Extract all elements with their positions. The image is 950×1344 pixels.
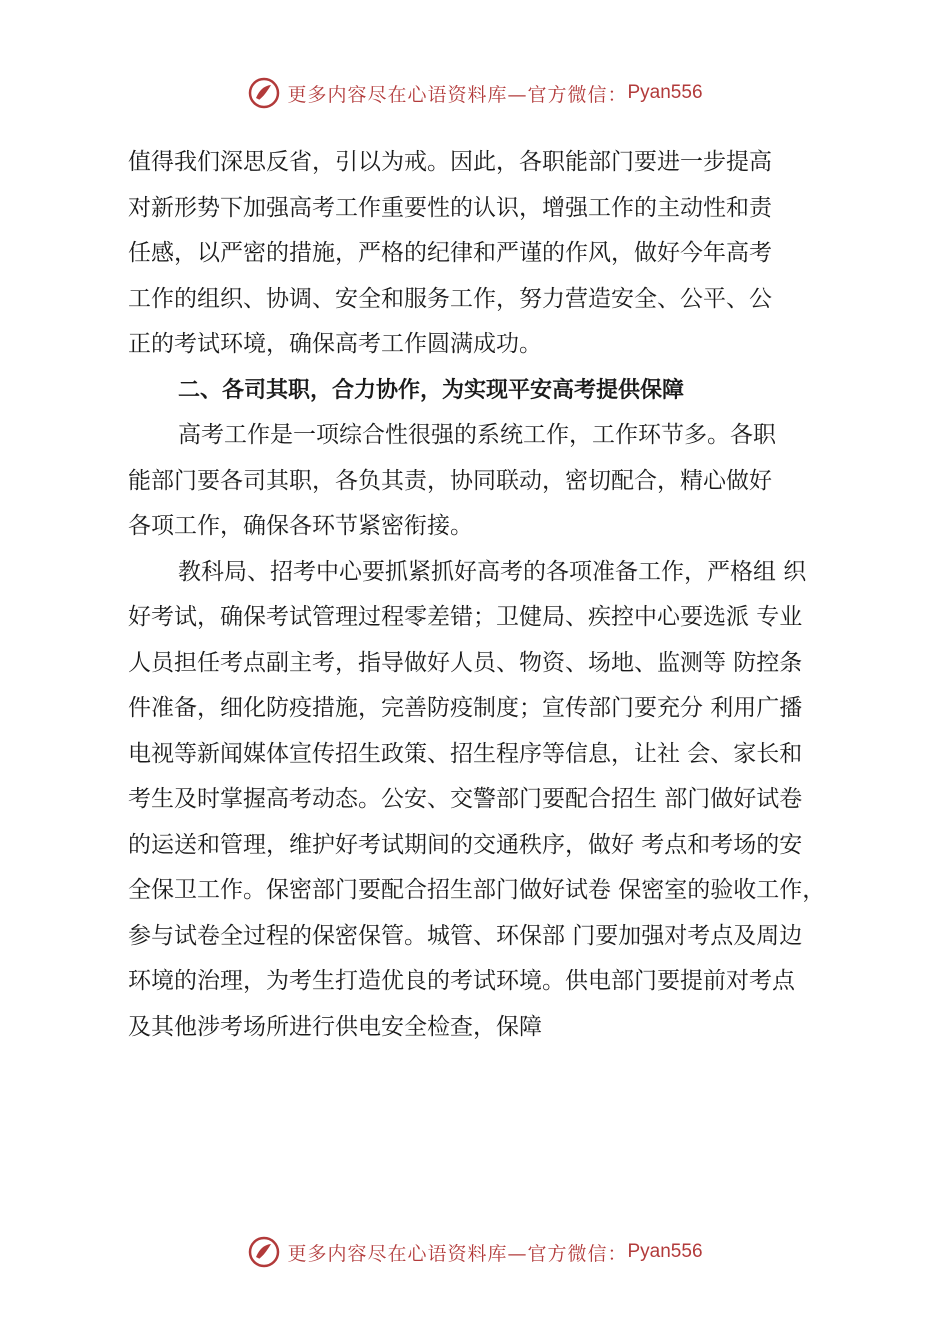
- paragraph-line: 考生及时掌握高考动态。公安、交警部门要配合招生 部门做好试卷: [128, 786, 803, 812]
- paragraph-line: 全保卫工作。保密部门要配合招生部门做好试卷 保密室的验收工作，: [128, 877, 826, 903]
- logo-icon: [247, 1235, 281, 1269]
- paragraph-line: 环境的治理，为考生打造优良的考试环境。供电部门要提前对考点: [128, 968, 795, 994]
- paragraph-line: 任感，以严密的措施，严格的纪律和严谨的作风，做好今年高考: [128, 240, 772, 266]
- paragraph-line: 件准备，细化防疫措施，完善防疫制度；宣传部门要充分 利用广播: [128, 695, 803, 721]
- wechat-id: Pyan556: [627, 1241, 703, 1262]
- paragraph-line: 值得我们深思反省，引以为戒。因此，各职能部门要进一步提高: [128, 149, 772, 175]
- paragraph-line: 对新形势下加强高考工作重要性的认识，增强工作的主动性和责: [128, 194, 772, 221]
- banner-text: 更多内容尽在心语资料库—官方微信：: [287, 1242, 628, 1265]
- logo-icon: [247, 76, 281, 110]
- document-body: [128, 140, 840, 1050]
- paragraph-line: 及其他涉考场所进行供电安全检查，保障: [128, 1013, 542, 1040]
- paragraph-line: 好考试，确保考试管理过程零差错；卫健局、疾控中心要选派 专业: [128, 604, 803, 630]
- paragraph-line: 电视等新闻媒体宣传招生政策、招生程序等信息，让社 会、家长和: [128, 740, 803, 767]
- wechat-id: Pyan556: [627, 82, 703, 103]
- paragraph-line: 高考工作是一项综合性很强的系统工作，工作环节多。各职: [178, 422, 776, 448]
- paragraph-line: 教科局、招考中心要抓紧抓好高考的各项准备工作，严格组 织: [178, 558, 807, 585]
- paragraph-line: 的运送和管理，维护好考试期间的交通秩序，做好 考点和考场的安: [128, 831, 803, 858]
- banner-text: 更多内容尽在心语资料库—官方微信：: [287, 83, 628, 106]
- paragraph-line: 各项工作，确保各环节紧密衔接。: [128, 513, 473, 539]
- paragraph-line: 能部门要各司其职，各负其责，协同联动，密切配合，精心做好: [128, 467, 772, 494]
- paragraph-line: 参与试卷全过程的保密保管。城管、环保部 门要加强对考点及周边: [128, 922, 803, 949]
- paragraph-line: 正的考试环境，确保高考工作圆满成功。: [128, 331, 542, 357]
- section-heading: 二、各司其职，合力协作，为实现平安高考提供保障: [178, 377, 685, 403]
- footer-banner: [0, 1232, 950, 1272]
- paragraph-line: 工作的组织、协调、安全和服务工作，努力营造安全、公平、公: [128, 285, 772, 312]
- paragraph-line: 人员担任考点副主考，指导做好人员、物资、场地、监测等 防控条: [128, 649, 803, 676]
- header-banner: [0, 73, 950, 113]
